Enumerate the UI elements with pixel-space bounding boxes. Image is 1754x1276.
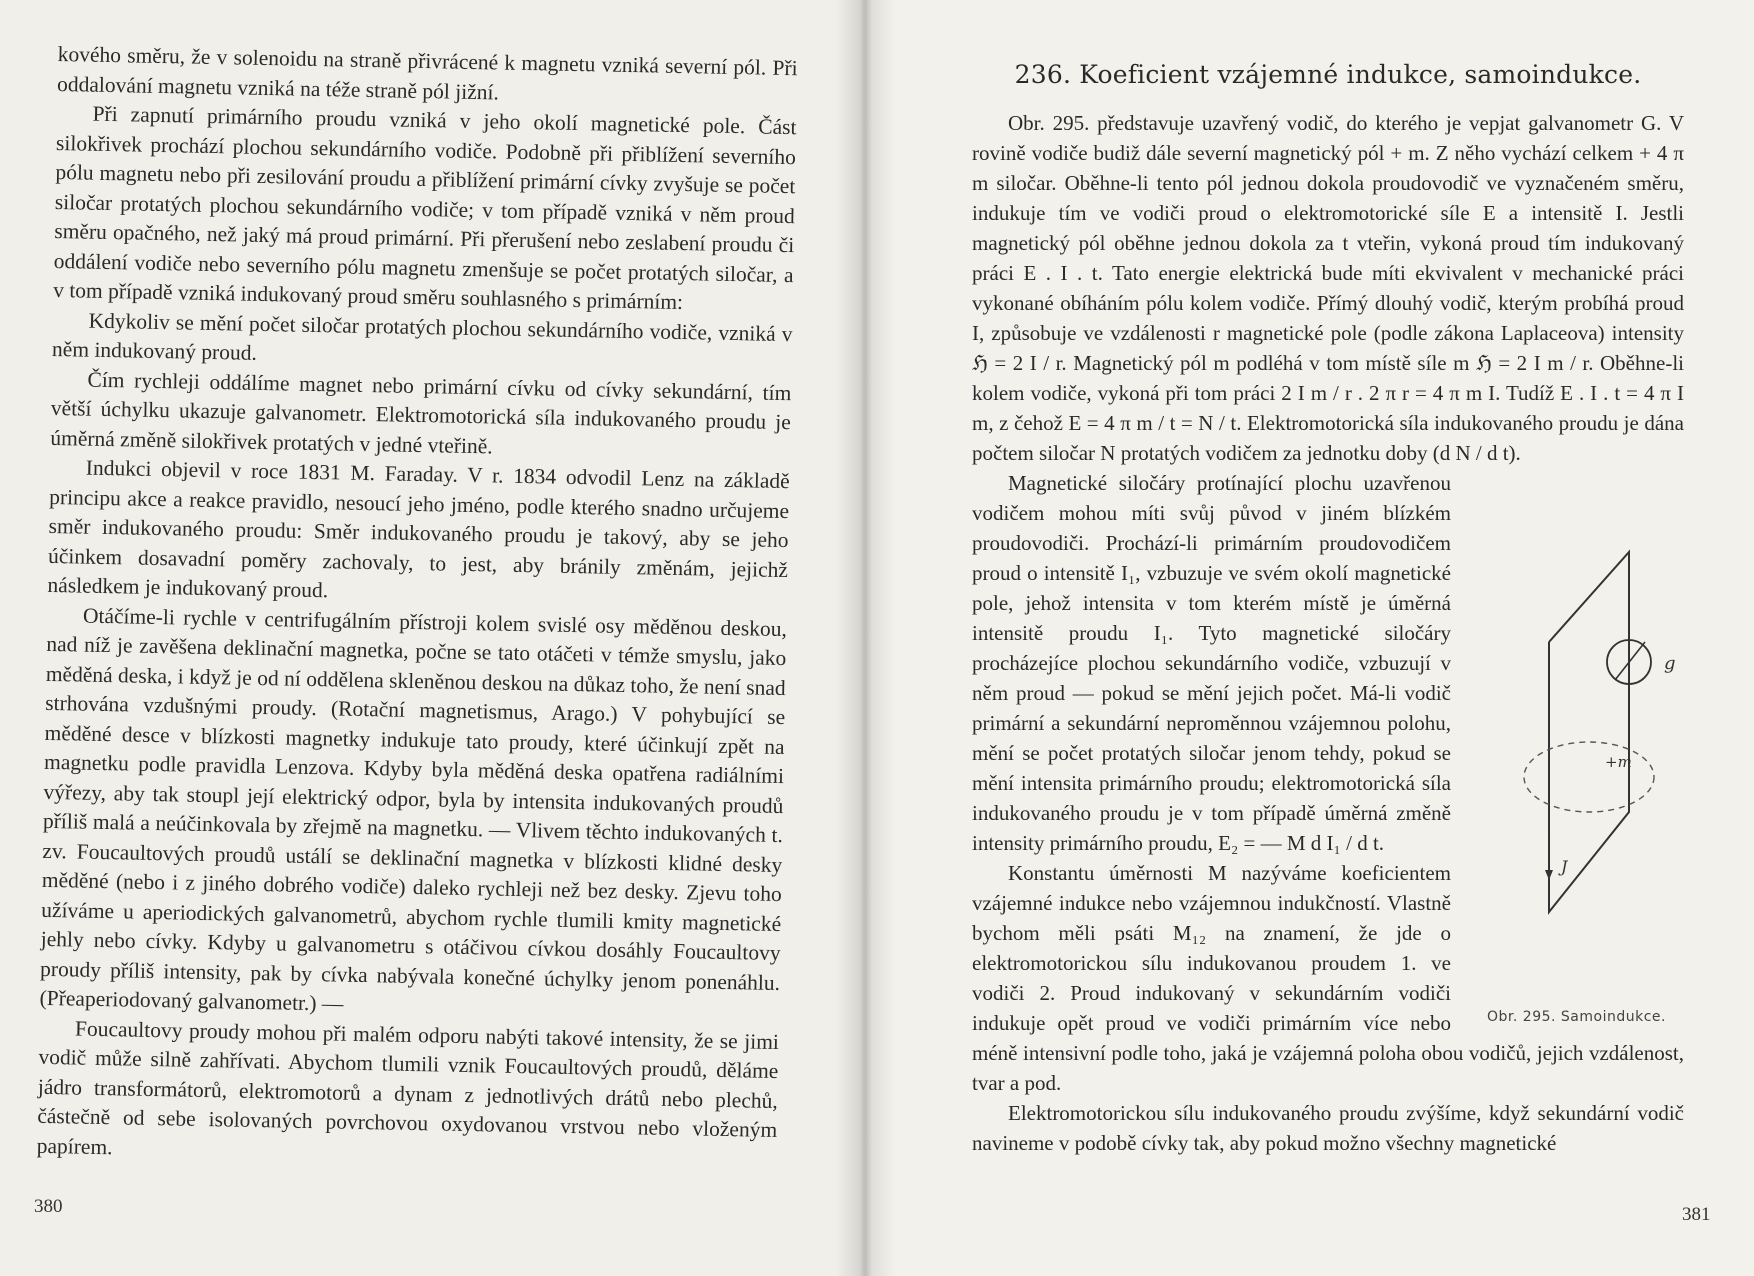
right-paragraph-1: Obr. 295. představuje uzavřený vodič, do kterého je vepjat galvanometr G. V rovině vodiče budiž dále severní magnetický pól + m. Z něho vychází celkem + 4 π m siločar. Oběhne-li tento pól jednou dokola proudovodič ve vyznačeném směru, indukuje tím ve vodiči proud o elektromotorické síle E a intensitě I. Jestli magnetický pól oběhne jednou dokola za t vteřin, vykoná proud tím indukovaný práci E . I . t. Tato energie elektrická bude míti ekvivalent v mechanické práci vykonané obíháním pólu kolem vodiče. Přímý dlouhý vodič, kterým probíhá proud I, způsobuje ve vzdálenosti r magnetické pole (podle zákona Laplaceova) intensity ℌ = 2 I / r. Magnetický pól m podléhá v tom místě síle m ℌ = 2 I m / r. Oběhne-li kolem vodiče, vykoná při tom práci 2 I m / r . 2 π r = 4 π m I. Tudíž E . I . t = 4 π I m, z čehož E = 4 π m / t = N / t. Elektromotorická síla indukovaného proudu je dána počtem siločar N protatých vodičem za jednotku doby (d N / d t). xyxy=(972,111,1684,465)
section-heading: 236. Koeficient vzájemné indukce, samoindukce. xyxy=(1014,60,1642,89)
right-paragraph-4: Elektromotorickou sílu indukovaného proudu zvýšíme, když sekundární vodič navineme v podobě cívky tak, aby pokud možno všechny magnetické xyxy=(972,1101,1684,1155)
pole-orbit-path xyxy=(1524,742,1654,812)
label-m: +m xyxy=(1605,753,1632,771)
book-gutter xyxy=(835,0,895,1276)
left-paragraph-7: Foucaultovy proudy mohou při malém odporu nabýti takové intensity, že se jimi vodič může silně zahřívati. Abychom tlumili vznik Foucaultových proudů, děláme jádro transformátorů, elektromotorů a dynam z jednotlivých drátů nebo plechů, částečně od sebe isolovaných povrchovou oxydovanou vrstvou nebo vloženým papírem. xyxy=(36,1016,780,1159)
left-page-number: 380 xyxy=(34,1196,63,1217)
left-paragraph-1: kového směru, že v solenoidu na straně přivrácené k magnetu vzniká severní pól. Při oddalování magnetu vzniká na téže straně pól jižní. xyxy=(56,41,798,104)
figure-295 xyxy=(1469,472,1684,1032)
left-paragraph-5: Indukci objevil v roce 1831 M. Faraday. V r. 1834 odvodil Lenz na základě principu akce a reakce pravidlo, nesoucí jeho jméno, podle kterého snadno určujeme směr indukovaného proudu: Směr indukovaného proudu je takový, aby se jeho účinkem dosavadní poměry zachovaly, to jest, aby bránily změnám, jejichž následkem je indukovaný proud. xyxy=(47,455,790,603)
left-paragraph-6: Otáčíme-li rychle v centrifugálním přístroji kolem svislé osy měděnou deskou, nad níž je zavěšena deklinační magnetka, počne se tato otáčeti v témže smyslu, jako měděná deska, i když je od ní oddělena skleněnou deskou na důkaz toho, že není snad strhována vzdušnými proudy. (Rotační magnetismus, Arago.) V pohybující se měděné desce v blízkosti magnetky indukuje tato proudy, které účinkují zpět na magnetku podle pravidla Lenzova. Kdyby byla měděná deska opatřena radiálními výřezy, aby tak stoupl její elektrický odpor, byla by intensita indukovaných proudů příliš malá a neúčinkovala by zřejmě na magnetku. — Vlivem těchto indukovaných t. zv. Foucaultových proudů ustálí se deklinační magnetka v blízkosti klidné desky měděné (nebo i z jiného dobrého vodiče) daleko rychleji než bez desky. Zjevu toho užíváme u aperiodických galvanometrů, abychom rychle tlumili kmity magnetické jehly nebo cívky. Kdyby u galvanometru s otáčivou cívkou dosáhly Foucaultovy proudy příliš intensity, pak by cívka nabývala konečné úchylky jenom ponenáhlu. (Přeaperiodovaný galvanometr.) — xyxy=(39,603,788,1016)
label-g: g xyxy=(1664,653,1676,674)
left-page-text xyxy=(36,40,797,1175)
left-paragraph-3: Kdykoliv se mění počet siločar protatých plochou sekundárního vodiče, vzniká v něm indukovaný proud. xyxy=(51,308,793,365)
left-paragraph-4: Čím rychleji oddálíme magnet nebo primární cívku od cívky sekundární, tím větší úchylku ukazuje galvanometr. Elektromotorická síla indukovaného proudu je úměrná změně silokřivek protatých v jedné vteřině. xyxy=(50,367,792,458)
label-j: J xyxy=(1561,857,1568,876)
right-page-number: 381 xyxy=(1682,1204,1711,1225)
right-paragraph-2: Magnetické siločáry protínající plochu uzavřenou vodičem mohou míti svůj původ v jiném blízkém proudovodiči. Prochází-li primárním proudovodičem proud o intensitě I₁, vzbuzuje ve svém okolí magnetické pole, jehož intensita v tom kterém místě je úměrná intensitě proudu I₁. Tyto magnetické siločáry procházejíce plochou sekundárního vodiče, vzbuzují v něm proud — pokud se mění jejich počet. Má-li vodič primární a sekundární neproměnnou vzájemnou polohu, mění se počet protatých siločar jenom tehdy, pokud se mění intensita primárního proudu; elektromotorická síla indukovaného proudu je v tom případě úměrná změně intensity primárního proudu, E₂ = — M d I₁ / d t. xyxy=(972,471,1451,855)
left-paragraph-2: Při zapnutí primárního proudu vzniká v jeho okolí magnetické pole. Část silokřivek prochází plochou sekundárního vodiče. Podobně při přiblížení severního pólu magnetu nebo při zesilování proudu a přiblížení primární cívky zvyšuje se počet siločar protatých plochou sekundárního vodiče; v tom případě vzniká v něm proud směru opačného, než jaký má proud primární. Při přerušení nebo zeslabení proudu či oddálení vodiče nebo severního pólu magnetu zmenšuje se počet protatých siločar, a v tom případě vzniká indukovaný proud směru souhlasného s primárním: xyxy=(52,101,797,315)
current-arrow-head xyxy=(1545,870,1553,880)
right-page-text xyxy=(972,60,1684,1158)
right-paragraph-3: Konstantu úměrnosti M nazýváme koeficientem vzájemné indukce nebo vzájemnou indukčností. Vlastně bychom měli psáti M₁₂ na znamení, že jde o elektromotorickou sílu indukovanou proudem 1. ve vodiči 2. Proud indukovaný v sekundárním vodiči indukuje opět proud ve vodiči primárním více nebo méně intensivní podle toho, jaká je vzájemná poloha obou vodičů, jejich vzdálenost, tvar a pod. xyxy=(972,861,1684,1095)
figure-caption: Obr. 295. Samoindukce. xyxy=(1487,1009,1666,1025)
self-induction-diagram xyxy=(1469,472,1684,1032)
